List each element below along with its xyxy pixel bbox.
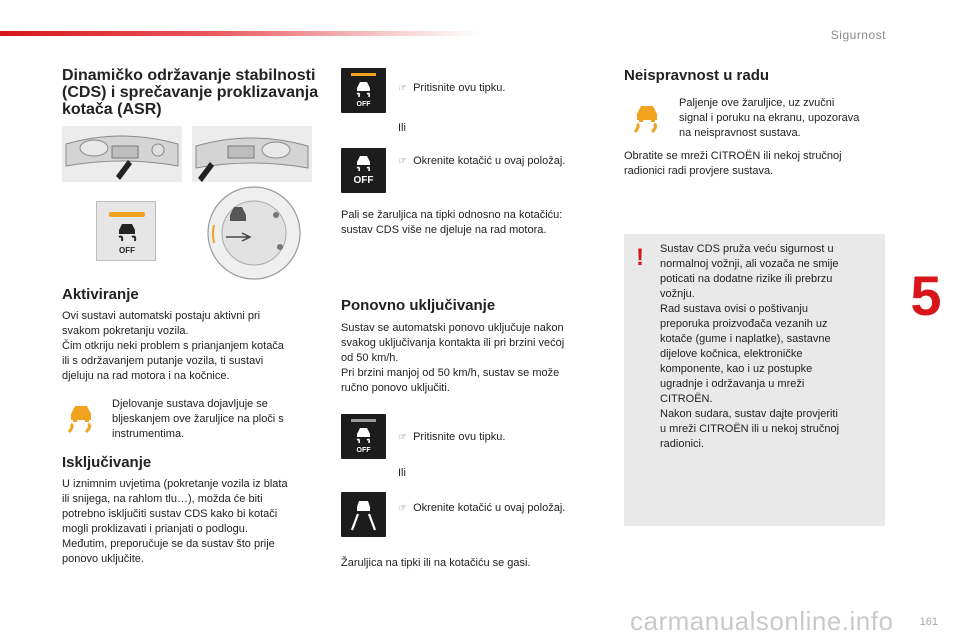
- text-line: ugradnje i održavanja u mreži: [660, 378, 805, 390]
- off-label: OFF: [119, 246, 135, 255]
- page-title-line: kotača (ASR): [62, 101, 162, 118]
- text-line: Sustav se automatski ponovo uključuje nakon: [341, 322, 564, 334]
- off-label: OFF: [356, 101, 371, 108]
- text-line: bljeskanjem ove žaruljice na ploči s: [112, 413, 284, 425]
- or-2: Ili: [398, 467, 406, 479]
- or-1: Ili: [398, 122, 406, 134]
- chapter-number: 5: [910, 264, 942, 327]
- step-3: [398, 430, 505, 445]
- text-line: preporuka proizvođača vezanih uz: [660, 318, 828, 330]
- button-led: [351, 73, 376, 76]
- watermark: carmanualsonline.info: [630, 606, 894, 636]
- off-position-icon: [341, 148, 386, 193]
- text-line: radionici radi provjere sustava.: [624, 165, 774, 177]
- button-led: [351, 419, 376, 422]
- step-text: Pritisnite ovu tipku.: [413, 82, 506, 94]
- text-line: svakom pokretanju vozila.: [62, 325, 189, 337]
- activation-heading: Aktiviranje: [62, 286, 139, 303]
- text-line: ručno ponovo uključiti.: [341, 382, 450, 394]
- section-name: Sigurnost: [830, 28, 886, 42]
- deactivation-heading: Isključivanje: [62, 454, 152, 471]
- pointer-icon: ☞: [398, 503, 407, 514]
- step-2: [398, 154, 565, 169]
- text-line: Nakon sudara, sustav dajte provjeriti: [660, 408, 838, 420]
- text-line: vožnju.: [660, 288, 695, 300]
- fault-warning-lamp-icon: [630, 102, 664, 136]
- page-number: 161: [919, 616, 938, 628]
- text-line: poticati na dodatne rizike ili prebrzu: [660, 273, 833, 285]
- rotary-knob-icon: [206, 185, 302, 281]
- text-line: Ovi sustavi automatski postaju aktivni pri: [62, 310, 261, 322]
- skid-car-icon: [353, 426, 374, 444]
- pointer-icon: ☞: [398, 156, 407, 167]
- off-button-illustration: [96, 201, 156, 261]
- button-led: [109, 212, 145, 217]
- text-line: kotače (gume i naplatke), sastavne: [660, 333, 831, 345]
- warning-box: [624, 234, 885, 526]
- text-line: Pali se žaruljica na tipki odnosno na kotačiću:: [341, 209, 563, 221]
- text-line: U iznimnim uvjetima (pokretanje vozila iz blata: [62, 478, 288, 490]
- step-text: Okrenite kotačić u ovaj položaj.: [413, 502, 566, 514]
- dashboard-right-icon: [192, 126, 312, 182]
- text-line: komponente, kao i uz postupke: [660, 363, 813, 375]
- fault-indicator-text: [679, 96, 889, 141]
- car-road-icon: [349, 498, 378, 531]
- text-line: Pri brzini manjoj od 50 km/h, sustav se može: [341, 367, 560, 379]
- off-button-unlit-icon: [341, 414, 386, 459]
- pointer-icon: ☞: [398, 83, 407, 94]
- skid-car-icon: [353, 154, 374, 172]
- text-line: Rad sustava ovisi o poštivanju: [660, 303, 808, 315]
- fault-heading: Neispravnost u radu: [624, 67, 770, 84]
- text-line: u mreži CITROËN ili u nekoj stručnoj: [660, 423, 840, 435]
- text-line: Sustav CDS pruža veću sigurnost u: [660, 243, 834, 255]
- rotary-selector-illustration: [206, 185, 302, 281]
- text-line: instrumentima.: [112, 428, 185, 440]
- text-line: sustav CDS više ne djeluje na rad motora.: [341, 224, 547, 236]
- off-button-lit-icon: [341, 68, 386, 113]
- text-line: svakog uključivanja kontakta ili pri brzini većoj: [341, 337, 565, 349]
- step-4: [398, 501, 565, 516]
- text-line: djeluju na rad motora i na kočnice.: [62, 370, 230, 382]
- text-line: na neispravnost sustava.: [679, 127, 801, 139]
- activation-text: [62, 309, 312, 384]
- pointer-icon: ☞: [398, 432, 407, 443]
- result-text: [341, 208, 601, 238]
- skid-warning-lamp-icon: [64, 402, 98, 436]
- text-line: normalnoj vožnji, ali vozača ne smije: [660, 258, 839, 270]
- text-line: Paljenje ove žaruljice, uz zvučni: [679, 97, 835, 109]
- skid-car-icon: [114, 221, 140, 243]
- page-title-line: Dinamičko održavanje stabilnosti: [62, 67, 316, 84]
- deactivation-text: [62, 477, 317, 567]
- normal-mode-icon: [341, 492, 386, 537]
- warning-text: [660, 242, 880, 452]
- text-line: Međutim, preporučuje se da sustav što prije: [62, 538, 275, 550]
- text-line: dijelove kočnica, elektroničke: [660, 348, 803, 360]
- skid-car-icon: [353, 80, 374, 98]
- fault-text: [624, 149, 886, 179]
- dashboard-illustration-right: [192, 126, 312, 182]
- text-line: CITROËN.: [660, 393, 713, 405]
- step-text: Okrenite kotačić u ovaj položaj.: [413, 155, 566, 167]
- text-line: mogli proklizavati i prianjati o podlogu.: [62, 523, 248, 535]
- text-line: Djelovanje sustava dojavljuje se: [112, 398, 268, 410]
- dashboard-illustration-left: [62, 126, 182, 182]
- text-line: signal i poruku na ekranu, upozorava: [679, 112, 860, 124]
- text-line: od 50 km/h.: [341, 352, 399, 364]
- text-line: Obratite se mreži CITROËN ili nekoj stručnoj: [624, 150, 842, 162]
- text-line: radionici.: [660, 438, 705, 450]
- text-line: Čim otkriju neki problem s prianjanjem kotača: [62, 340, 284, 352]
- off-label: OFF: [356, 447, 371, 454]
- warning-exclamation-icon: !: [636, 244, 644, 271]
- page-title: [62, 67, 332, 118]
- text-line: ponovo uključite.: [62, 553, 144, 565]
- reactivation-heading: Ponovno uključivanje: [341, 297, 496, 314]
- final-line: Žaruljica na tipki ili na kotačiću se gasi.: [341, 557, 531, 569]
- off-label: OFF: [353, 175, 374, 186]
- reactivation-text: [341, 321, 603, 396]
- text-line: ili s održavanjem putanje vozila, ti sustavi: [62, 355, 264, 367]
- text-line: potrebno isključiti sustav CDS kako bi kotači: [62, 508, 278, 520]
- dashboard-left-icon: [62, 126, 182, 182]
- activation-indicator-text: [112, 397, 312, 442]
- text-line: ili snijega, na rahlom tlu…), možda će biti: [62, 493, 263, 505]
- page-title-line: (CDS) i sprečavanje proklizavanja: [62, 84, 319, 101]
- step-1: [398, 81, 505, 96]
- header-accent-bar: [0, 31, 480, 36]
- step-text: Pritisnite ovu tipku.: [413, 431, 506, 443]
